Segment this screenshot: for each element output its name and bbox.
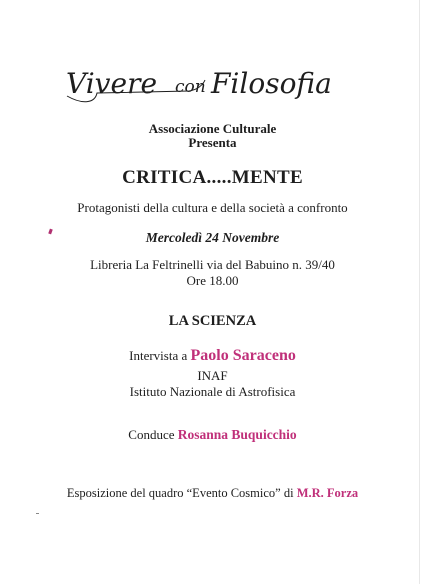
- logo: [0, 62, 425, 106]
- event-title: CRITICA.....MENTE: [122, 167, 303, 188]
- event-topic: LA SCIENZA: [168, 313, 257, 329]
- event-date: Mercoledì 24 Novembre: [145, 230, 280, 245]
- organization-short: INAF: [197, 368, 228, 383]
- exhibition-line: [0, 486, 425, 501]
- scan-speck: [36, 513, 39, 514]
- host-line: [0, 427, 425, 443]
- interview-prefix: Intervista a: [129, 348, 191, 363]
- organization-full: Istituto Nazionale di Astrofisica: [129, 384, 296, 399]
- host-prefix: Conduce: [128, 427, 178, 442]
- exhibition-prefix: Esposizione del quadro “Evento Cosmico” di: [66, 486, 297, 500]
- interview-line: [0, 347, 425, 365]
- host-name: Rosanna Buquicchio: [177, 427, 297, 442]
- artist-name: M.R. Forza: [296, 486, 359, 500]
- guest-name: Paolo Saraceno: [190, 347, 296, 364]
- svg-text:con: con: [174, 77, 206, 97]
- logo-wordmark: [63, 62, 363, 106]
- svg-text:Vivere: Vivere: [65, 67, 157, 100]
- event-time: Ore 18.00: [186, 273, 239, 288]
- page-edge: [419, 0, 420, 584]
- association-label: Associazione Culturale: [148, 121, 277, 136]
- event-subtitle: Protagonisti della cultura e della società a confronto: [77, 200, 348, 215]
- presents-label: Presenta: [188, 135, 237, 150]
- svg-text:Filosofia: Filosofia: [210, 67, 332, 100]
- event-venue: Libreria La Feltrinelli via del Babuino n. 39/40: [90, 257, 335, 272]
